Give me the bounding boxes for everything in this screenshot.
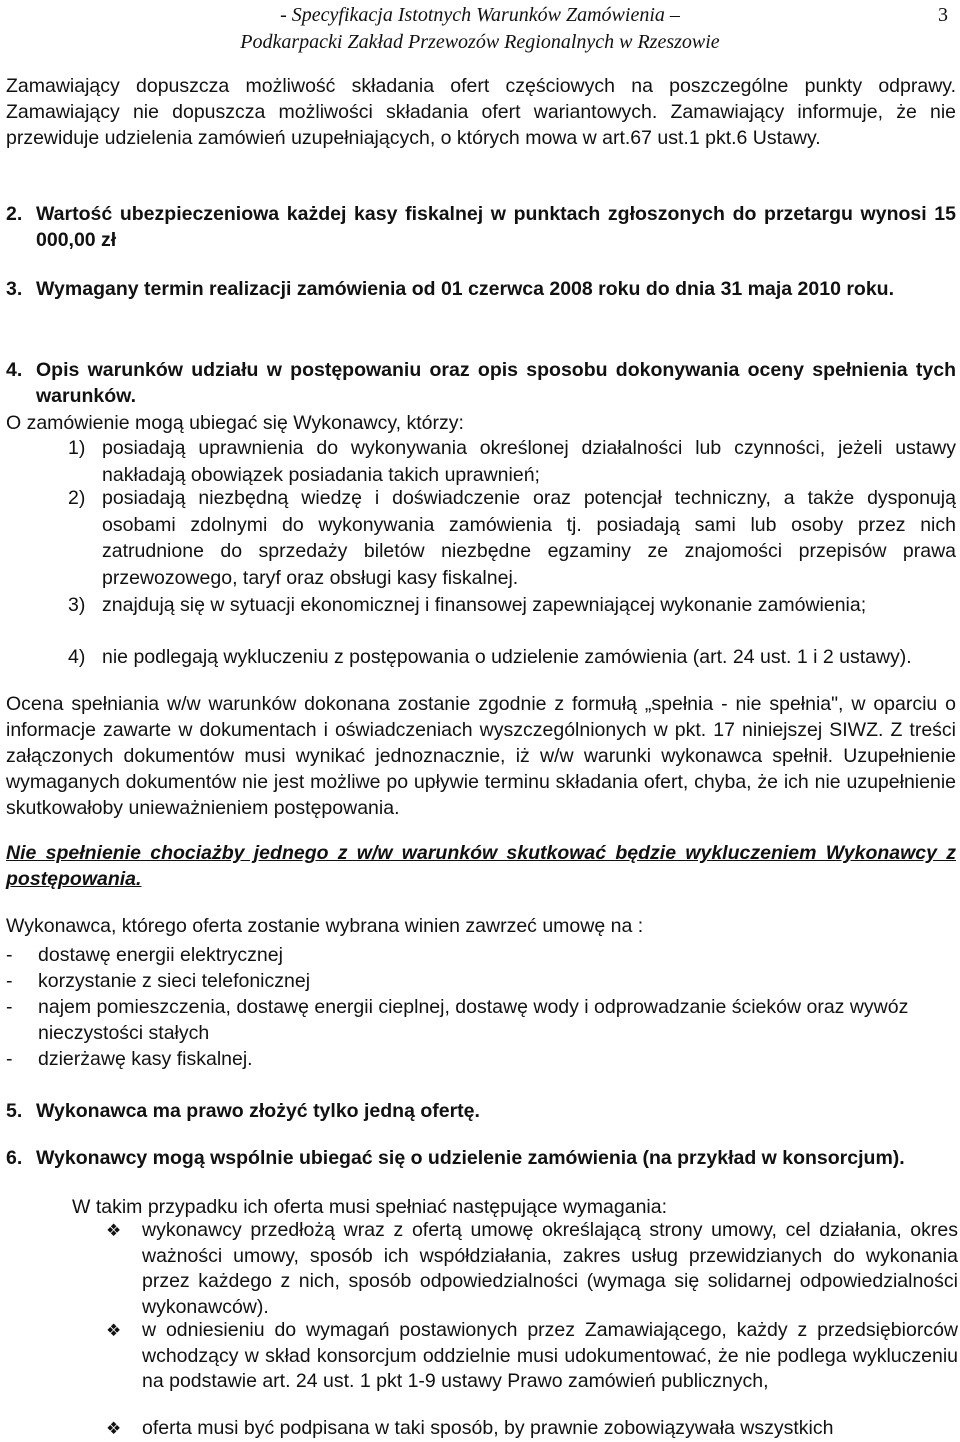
condition-4-text: nie podlegają wykluczeniu z postępowania o udzielenie zamówienia (art. 24 ust. 1 i 2 ustawy). <box>102 646 912 668</box>
diamond-bullet-icon: ❖ <box>106 1419 122 1438</box>
contract-item-2-text: korzystanie z sieci telefonicznej <box>38 970 311 992</box>
header-line-2: Podkarpacki Zakład Przewozów Regionalnych w Rzeszowie <box>240 31 720 53</box>
consortium-item-1-text: wykonawcy przedłożą wraz z ofertą umowę określającą strony umowy, cel działania, okres ważności umowy, sposób ich współdziałania, zakres usług przewidzianych do wykonania przez każdego z nich, sposób odpowiedzialności (wymaga się solidarnej odpowiedzialności wykonawców). <box>142 1219 958 1318</box>
condition-4-number: 4) <box>68 646 86 668</box>
section-6-text: Wykonawcy mogą wspólnie ubiegać się o udzielenie zamówienia (na przykład w konsorcjum). <box>36 1147 905 1169</box>
condition-2-text: posiadają niezbędną wiedzę i doświadczenie oraz potencjał techniczny, a także dysponują osobami zdolnymi do wykonywania zamówienia tj. posiadają sami lub osoby przez nich zatrudnione do sprzedaży biletów niezbędne egzaminy ze znajomości przepisów prawa przewozowego, taryf oraz obsługi kasy fiskalnej. <box>102 487 956 589</box>
section-2-text: Wartość ubezpieczeniowa każdej kasy fiskalnej w punktach zgłoszonych do przetargu wynosi 15 000,00 zł <box>36 203 956 251</box>
section-5-number: 5. <box>6 1100 23 1122</box>
section-3-number: 3. <box>6 278 23 300</box>
section-5 <box>6 1098 956 1124</box>
condition-1-text: posiadają uprawnienia do wykonywania określonej działalności lub czynności, jeżeli ustawy nakładają obowiązek posiadania takich uprawnień; <box>102 437 956 486</box>
condition-1-number: 1) <box>68 437 86 459</box>
condition-4 <box>68 644 956 671</box>
conditions-intro: O zamówienie mogą ubiegać się Wykonawcy, którzy: <box>6 412 464 434</box>
contract-item-4-text: dzierżawę kasy fiskalnej. <box>38 1048 253 1070</box>
consortium-item-3 <box>106 1416 958 1442</box>
condition-2 <box>68 485 956 591</box>
condition-3 <box>68 592 956 619</box>
contract-item-2-dash: - <box>6 970 13 992</box>
diamond-bullet-icon: ❖ <box>106 1221 122 1240</box>
section-3-text: Wymagany termin realizacji zamówienia od 01 czerwca 2008 roku do dnia 31 maja 2010 roku. <box>36 278 895 300</box>
contract-item-4 <box>6 1046 956 1072</box>
consortium-item-2 <box>106 1318 958 1395</box>
condition-2-number: 2) <box>68 487 86 509</box>
page-number: 3 <box>938 4 948 26</box>
condition-3-text: znajdują się w sytuacji ekonomicznej i finansowej zapewniającej wykonanie zamówienia; <box>102 594 867 616</box>
section-4-text: Opis warunków udziału w postępowaniu oraz opis sposobu dokonywania oceny spełnienia tych warunków. <box>36 359 956 407</box>
condition-1 <box>68 435 956 488</box>
diamond-bullet-icon: ❖ <box>106 1321 122 1340</box>
consortium-item-3-text: oferta musi być podpisana w taki sposób, by prawnie zobowiązywała wszystkich <box>142 1417 834 1439</box>
consortium-intro: W takim przypadku ich oferta musi spełniać następujące wymagania: <box>72 1196 668 1218</box>
evaluation-paragraph: Ocena spełniania w/w warunków dokonana zostanie zgodnie z formułą „spełnia - nie spełnia", w oparciu o informacje zawarte w dokumentach i oświadczeniach wyszczególnionych w pkt. 17 niniejszej SIWZ. Z treści załączonych dokumentów musi wynikać jednoznacznie, iż w/w warunki wykonawca spełnił. Uzupełnienie wymaganych dokumentów nie jest możliwe po upływie terminu składania ofert, chyba, że ich nie uzupełnienie skutkowałoby unieważnieniem postępowania. <box>6 693 956 819</box>
contract-intro: Wykonawca, którego oferta zostanie wybrana winien zawrzeć umowę na : <box>6 915 644 937</box>
contract-item-3 <box>6 994 956 1046</box>
section-4-number: 4. <box>6 359 23 381</box>
contract-item-3-dash: - <box>6 996 13 1018</box>
header-line-1: - Specyfikacja Istotnych Warunków Zamówienia – <box>280 4 680 26</box>
intro-paragraph: Zamawiający dopuszcza możliwość składania ofert częściowych na poszczególne punkty odprawy. Zamawiający nie dopuszcza możliwości składania ofert wariantowych. Zamawiający informuje, że nie przewiduje udzielenia zamówień uzupełniających, o których mowa w art.67 ust.1 pkt.6 Ustawy. <box>6 75 956 149</box>
consortium-item-1 <box>106 1218 958 1320</box>
section-4 <box>6 357 956 409</box>
section-5-text: Wykonawca ma prawo złożyć tylko jedną ofertę. <box>36 1100 480 1122</box>
section-6-number: 6. <box>6 1147 23 1169</box>
contract-item-3-text: najem pomieszczenia, dostawę energii cieplnej, dostawę wody i odprowadzanie ścieków oraz wywóz nieczystości stałych <box>38 996 909 1044</box>
exclusion-warning-text: Nie spełnienie chociażby jednego z w/w warunków skutkować będzie wykluczeniem Wykonawcy z postępowania. <box>6 842 956 890</box>
section-2 <box>6 201 956 253</box>
contract-item-1-dash: - <box>6 944 13 966</box>
contract-item-2 <box>6 968 956 994</box>
consortium-item-2-text: w odniesieniu do wymagań postawionych przez Zamawiającego, każdy z przedsiębiorców wchodzący w skład konsorcjum oddzielnie musi udokumentować, że nie podlega wykluczeniu na podstawie art. 24 ust. 1 pkt 1-9 ustawy Prawo zamówień publicznych, <box>142 1319 958 1392</box>
contract-item-1 <box>6 942 956 968</box>
section-6 <box>6 1145 956 1171</box>
condition-3-number: 3) <box>68 594 86 616</box>
section-2-number: 2. <box>6 203 23 225</box>
section-3 <box>6 276 956 302</box>
exclusion-warning <box>6 840 956 892</box>
contract-item-4-dash: - <box>6 1048 13 1070</box>
contract-item-1-text: dostawę energii elektrycznej <box>38 944 283 966</box>
